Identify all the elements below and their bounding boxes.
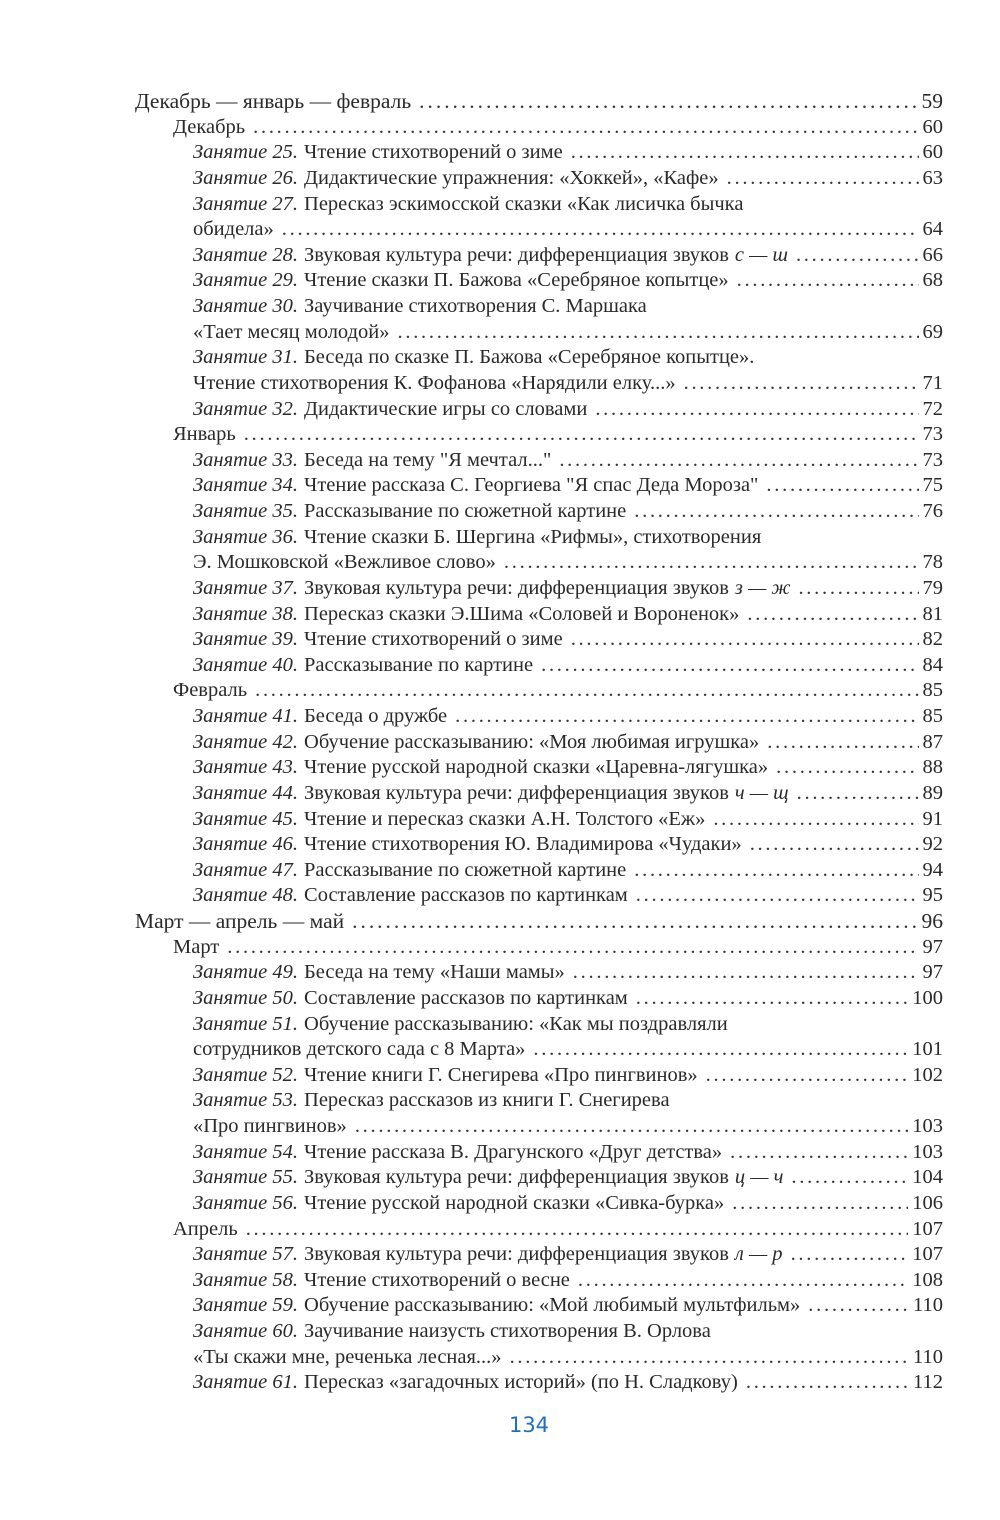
dot-leader	[730, 1140, 908, 1166]
lesson-entry	[135, 1088, 943, 1139]
toc-line	[135, 192, 943, 218]
entry-title: Звуковая культура речи: дифференциация звуков	[304, 1166, 729, 1189]
entry-title: Февраль	[173, 679, 248, 702]
dot-leader	[352, 909, 917, 935]
entry-title: Составление рассказов по картинкам	[304, 884, 628, 907]
lesson-number: Занятие 60.	[193, 1320, 299, 1342]
dot-leader	[255, 678, 918, 704]
entry-title: Чтение рассказа В. Драгунского «Друг детства»	[304, 1140, 723, 1163]
page-ref: 72	[922, 397, 943, 420]
dot-leader	[282, 217, 919, 243]
lesson-number: Занятие 29.	[193, 269, 299, 292]
lesson-entry	[135, 832, 943, 858]
dot-leader	[573, 960, 919, 986]
dot-leader	[559, 448, 918, 474]
lesson-entry	[135, 268, 943, 294]
lesson-entry	[135, 140, 943, 166]
dot-leader	[510, 1345, 909, 1371]
page-ref: 108	[912, 1268, 943, 1291]
dot-leader	[636, 986, 908, 1012]
dot-leader	[634, 858, 918, 884]
entry-title: Дидактические игры со словами	[304, 397, 588, 420]
toc-line	[135, 909, 943, 935]
entry-title: Чтение рассказа С. Георгиева "Я спас Деда Мороза"	[304, 474, 759, 497]
lesson-number: Занятие 59.	[193, 1294, 299, 1317]
sound-pair: с — ш	[734, 243, 788, 266]
entry-title: Э. Мошковской «Вежливое слово»	[193, 551, 496, 574]
page-ref: 112	[913, 1371, 943, 1394]
entry-title: Составление рассказов по картинкам	[304, 986, 628, 1009]
lesson-number: Занятие 35.	[193, 500, 299, 522]
page-ref: 95	[922, 884, 943, 907]
entry-title: Декабрь	[173, 115, 246, 138]
lesson-entry	[135, 243, 943, 269]
dot-leader	[541, 653, 918, 679]
lesson-number: Занятие 41.	[193, 705, 299, 727]
page-number: 134	[508, 1413, 550, 1437]
toc-line	[135, 960, 943, 986]
dot-leader	[746, 1370, 909, 1396]
lesson-entry	[135, 1165, 943, 1191]
toc-line	[135, 448, 943, 474]
lesson-number: Занятие 61.	[193, 1371, 299, 1394]
page-ref: 101	[912, 1038, 943, 1061]
entry-title: Март	[173, 935, 220, 958]
dot-leader	[706, 1063, 909, 1089]
entry-title: Звуковая культура речи: дифференциация звуков	[304, 1243, 729, 1266]
page-ref: 97	[922, 961, 943, 984]
lesson-entry	[135, 1242, 943, 1268]
lesson-number: Занятие 25.	[193, 141, 299, 164]
entry-title: Чтение русской народной сказки «Сивка-бурка»	[304, 1191, 725, 1214]
dot-leader	[504, 550, 919, 576]
page-ref: 103	[912, 1140, 943, 1163]
toc-line	[135, 422, 943, 448]
toc-line	[135, 1037, 943, 1063]
toc-line	[135, 781, 943, 807]
lesson-entry	[135, 1191, 943, 1217]
dot-leader	[808, 1293, 909, 1319]
toc-line	[135, 576, 943, 602]
page-ref: 106	[912, 1191, 943, 1214]
lesson-entry	[135, 653, 943, 679]
lesson-entry	[135, 1319, 943, 1370]
entry-title: Дидактические упражнения: «Хоккей», «Кафе»	[304, 166, 719, 189]
entry-title: сотрудников детского сада с 8 Марта»	[193, 1038, 526, 1061]
lesson-number: Занятие 32.	[193, 397, 299, 420]
lesson-number: Занятие 58.	[193, 1268, 299, 1291]
lesson-entry	[135, 883, 943, 909]
toc-line	[135, 602, 943, 628]
entry-title: Январь	[173, 423, 236, 446]
lesson-number: Занятие 40.	[193, 653, 299, 676]
page-ref: 88	[922, 756, 943, 779]
toc-line	[135, 807, 943, 833]
lesson-entry	[135, 1063, 943, 1089]
lesson-entry	[135, 602, 943, 628]
page-ref: 85	[922, 679, 943, 702]
lesson-entry	[135, 730, 943, 756]
sound-pair: ч — щ	[734, 781, 789, 804]
dot-leader	[713, 807, 918, 833]
dot-leader	[791, 1242, 909, 1268]
lesson-entry	[135, 858, 943, 884]
dot-leader	[571, 627, 919, 653]
lesson-number: Занятие 44.	[193, 781, 299, 804]
toc-line	[135, 1242, 943, 1268]
toc-line	[135, 858, 943, 884]
toc-line	[135, 1114, 943, 1140]
lesson-entry	[135, 473, 943, 499]
lesson-number: Занятие 37.	[193, 576, 299, 599]
entry-title: «Ты скажи мне, реченька лесная...»	[193, 1345, 502, 1368]
entry-title: Чтение стихотворений о зиме	[304, 628, 563, 651]
lesson-number: Занятие 42.	[193, 730, 299, 753]
dot-leader	[750, 832, 919, 858]
dot-leader	[684, 371, 919, 397]
dot-leader	[732, 1191, 908, 1217]
entry-title: Чтение сказки Б. Шергина «Рифмы», стихотворения	[304, 525, 762, 548]
dot-leader	[636, 883, 919, 909]
entry-title: Звуковая культура речи: дифференциация звуков	[304, 243, 729, 266]
entry-title: Рассказывание по сюжетной картине	[304, 858, 627, 881]
page-ref: 107	[912, 1243, 943, 1266]
page-ref: 97	[922, 935, 943, 958]
page-ref: 92	[922, 833, 943, 856]
dot-leader	[227, 935, 918, 961]
lesson-entry	[135, 986, 943, 1012]
page-ref: 68	[922, 269, 943, 292]
entry-title: Заучивание стихотворения С. Маршака	[304, 295, 647, 317]
dot-leader	[246, 1217, 909, 1243]
lesson-entry	[135, 1268, 943, 1294]
entry-title: Чтение русской народной сказки «Царевна-лягушка»	[304, 756, 769, 779]
toc-line	[135, 1088, 943, 1114]
lesson-entry	[135, 1140, 943, 1166]
toc-line	[135, 935, 943, 961]
lesson-entry	[135, 345, 943, 396]
page-ref: 82	[922, 628, 943, 651]
entry-title: Пересказ рассказов из книги Г. Снегирева	[304, 1089, 670, 1112]
dot-leader	[533, 1037, 908, 1063]
toc-line	[135, 1268, 943, 1294]
section-entry	[135, 89, 943, 115]
toc-line	[135, 371, 943, 397]
page-ref: 60	[922, 141, 943, 164]
lesson-number: Занятие 48.	[193, 884, 299, 907]
lesson-number: Занятие 56.	[193, 1191, 299, 1214]
page-ref: 76	[922, 500, 943, 522]
toc-line	[135, 1319, 943, 1345]
entry-title: Беседа на тему "Я мечтал..."	[304, 448, 552, 471]
toc-line	[135, 832, 943, 858]
toc-line	[135, 268, 943, 294]
page-ref: 96	[921, 909, 943, 933]
entry-title: Пересказ эскимосской сказки «Как лисичка бычка	[304, 192, 744, 215]
lesson-entry	[135, 1012, 943, 1063]
page-ref: 59	[921, 89, 943, 113]
lesson-number: Занятие 47.	[193, 858, 299, 881]
lesson-number: Занятие 55.	[193, 1166, 299, 1189]
month-entry	[135, 422, 943, 448]
page-ref: 110	[913, 1294, 943, 1317]
lesson-number: Занятие 52.	[193, 1063, 299, 1086]
page-ref: 66	[922, 243, 943, 266]
dot-leader	[747, 602, 918, 628]
page-ref: 100	[912, 986, 943, 1009]
lesson-entry	[135, 1370, 943, 1396]
page-ref: 63	[922, 166, 943, 189]
dot-leader	[595, 397, 918, 423]
dot-leader	[767, 730, 918, 756]
dot-leader	[798, 576, 918, 602]
toc-line	[135, 397, 943, 423]
lesson-number: Занятие 28.	[193, 243, 299, 266]
page-ref: 73	[922, 448, 943, 471]
page-ref: 94	[922, 858, 943, 881]
lesson-number: Занятие 57.	[193, 1243, 299, 1266]
page-ref: 89	[922, 781, 943, 804]
lesson-entry	[135, 755, 943, 781]
entry-title: «Тает месяц молодой»	[193, 320, 390, 343]
entry-title: Чтение стихотворения К. Фофанова «Нарядили елку...»	[193, 371, 676, 394]
lesson-entry	[135, 960, 943, 986]
page-ref: 110	[913, 1345, 943, 1368]
page-ref: 71	[922, 371, 943, 394]
lesson-number: Занятие 51.	[193, 1012, 299, 1035]
month-entry	[135, 935, 943, 961]
lesson-entry	[135, 781, 943, 807]
sound-pair: ц — ч	[734, 1166, 784, 1189]
entry-title: Чтение и пересказ сказки А.Н. Толстого «Еж»	[304, 807, 706, 830]
section-entry	[135, 909, 943, 935]
entry-title: Чтение стихотворений о зиме	[304, 141, 563, 164]
dot-leader	[766, 473, 918, 499]
table-of-contents	[135, 89, 943, 1396]
toc-line	[135, 115, 943, 141]
dot-leader	[791, 1165, 908, 1191]
lesson-number: Занятие 43.	[193, 756, 299, 779]
toc-line	[135, 1191, 943, 1217]
toc-line	[135, 89, 943, 115]
lesson-entry	[135, 397, 943, 423]
dot-leader	[797, 781, 919, 807]
dot-leader	[355, 1114, 908, 1140]
toc-line	[135, 883, 943, 909]
sound-pair: з — ж	[734, 576, 791, 599]
toc-line	[135, 499, 943, 525]
toc-line	[135, 1217, 943, 1243]
entry-title: Декабрь — январь — февраль	[135, 89, 412, 113]
page-ref: 85	[922, 705, 943, 727]
dot-leader	[398, 320, 919, 346]
toc-line	[135, 730, 943, 756]
toc-line	[135, 653, 943, 679]
page-ref: 87	[922, 730, 943, 753]
lesson-entry	[135, 1293, 943, 1319]
page-ref: 78	[922, 551, 943, 574]
lesson-entry	[135, 192, 943, 243]
toc-line	[135, 1012, 943, 1038]
dot-leader	[419, 89, 917, 115]
dot-leader	[737, 268, 919, 294]
dot-leader	[796, 243, 919, 269]
toc-line	[135, 755, 943, 781]
toc-line	[135, 1345, 943, 1371]
lesson-number: Занятие 38.	[193, 602, 299, 625]
entry-title: Чтение стихотворений о весне	[304, 1268, 570, 1291]
entry-title: Пересказ «загадочных историй» (по Н. Сладкову)	[304, 1371, 738, 1394]
dot-leader	[571, 140, 919, 166]
page-ref: 84	[922, 653, 943, 676]
lesson-entry	[135, 576, 943, 602]
month-entry	[135, 1217, 943, 1243]
toc-line	[135, 320, 943, 346]
toc-line	[135, 1140, 943, 1166]
page-ref: 60	[922, 115, 943, 138]
entry-title: Беседа на тему «Наши мамы»	[304, 961, 565, 984]
lesson-number: Занятие 27.	[193, 192, 299, 215]
entry-title: Рассказывание по картине	[304, 653, 534, 676]
toc-line	[135, 473, 943, 499]
toc-line	[135, 704, 943, 730]
lesson-entry	[135, 704, 943, 730]
lesson-number: Занятие 34.	[193, 474, 299, 497]
entry-title: Пересказ сказки Э.Шима «Соловей и Вороненок»	[304, 602, 740, 625]
lesson-number: Занятие 31.	[193, 346, 299, 369]
entry-title: Обучение рассказыванию: «Как мы поздравляли	[304, 1012, 728, 1035]
page-ref: 104	[912, 1166, 943, 1189]
lesson-number: Занятие 33.	[193, 448, 299, 471]
page-ref: 91	[922, 807, 943, 830]
toc-line	[135, 550, 943, 576]
dot-leader	[578, 1268, 908, 1294]
page-ref: 64	[922, 218, 943, 241]
page-ref: 81	[922, 602, 943, 625]
toc-line	[135, 627, 943, 653]
dot-leader	[253, 115, 918, 141]
lesson-entry	[135, 294, 943, 345]
sound-pair: л — р	[734, 1243, 783, 1266]
entry-title: Чтение стихотворения Ю. Владимирова «Чудаки»	[304, 833, 742, 856]
lesson-entry	[135, 499, 943, 525]
dot-leader	[634, 499, 918, 525]
dot-leader	[776, 755, 918, 781]
toc-line	[135, 243, 943, 269]
dot-leader	[244, 422, 919, 448]
toc-line	[135, 345, 943, 371]
entry-title: обидела»	[193, 218, 274, 241]
entry-title: Март — апрель — май	[135, 909, 345, 933]
toc-line	[135, 166, 943, 192]
toc-line	[135, 294, 943, 320]
page-ref: 79	[922, 576, 943, 599]
month-entry	[135, 115, 943, 141]
page-ref: 75	[922, 474, 943, 497]
toc-line	[135, 525, 943, 551]
lesson-entry	[135, 166, 943, 192]
page-ref: 103	[912, 1115, 943, 1137]
lesson-entry	[135, 448, 943, 474]
toc-line	[135, 140, 943, 166]
month-entry	[135, 678, 943, 704]
entry-title: Рассказывание по сюжетной картине	[304, 500, 627, 522]
lesson-number: Занятие 45.	[193, 807, 299, 830]
entry-title: Беседа по сказке П. Бажова «Серебряное копытце».	[304, 346, 755, 369]
entry-title: Звуковая культура речи: дифференциация звуков	[304, 576, 729, 599]
toc-line	[135, 1293, 943, 1319]
toc-line	[135, 986, 943, 1012]
toc-line	[135, 1370, 943, 1396]
toc-line	[135, 678, 943, 704]
page-ref: 69	[922, 320, 943, 343]
lesson-number: Занятие 26.	[193, 166, 299, 189]
page-ref: 102	[912, 1063, 943, 1086]
entry-title: Апрель	[173, 1217, 238, 1240]
lesson-entry	[135, 627, 943, 653]
entry-title: «Про пингвинов»	[193, 1115, 347, 1137]
entry-title: Чтение книги Г. Снегирева «Про пингвинов»	[304, 1063, 698, 1086]
dot-leader	[727, 166, 919, 192]
entry-title: Обучение рассказыванию: «Мой любимый мультфильм»	[304, 1294, 801, 1317]
lesson-number: Занятие 30.	[193, 295, 299, 317]
lesson-number: Занятие 36.	[193, 525, 299, 548]
lesson-entry	[135, 525, 943, 576]
entry-title: Звуковая культура речи: дифференциация звуков	[304, 781, 729, 804]
lesson-number: Занятие 54.	[193, 1140, 299, 1163]
entry-title: Заучивание наизусть стихотворения В. Орлова	[304, 1320, 711, 1342]
toc-line	[135, 217, 943, 243]
toc-line	[135, 1165, 943, 1191]
lesson-number: Занятие 50.	[193, 986, 299, 1009]
dot-leader	[455, 704, 918, 730]
lesson-entry	[135, 807, 943, 833]
entry-title: Беседа о дружбе	[304, 705, 448, 727]
toc-line	[135, 1063, 943, 1089]
page-ref: 73	[922, 423, 943, 446]
page-ref: 107	[912, 1217, 943, 1240]
lesson-number: Занятие 39.	[193, 628, 299, 651]
entry-title: Обучение рассказыванию: «Моя любимая игрушка»	[304, 730, 760, 753]
lesson-number: Занятие 49.	[193, 961, 299, 984]
lesson-number: Занятие 46.	[193, 833, 299, 856]
entry-title: Чтение сказки П. Бажова «Серебряное копытце»	[304, 269, 729, 292]
lesson-number: Занятие 53.	[193, 1089, 299, 1112]
